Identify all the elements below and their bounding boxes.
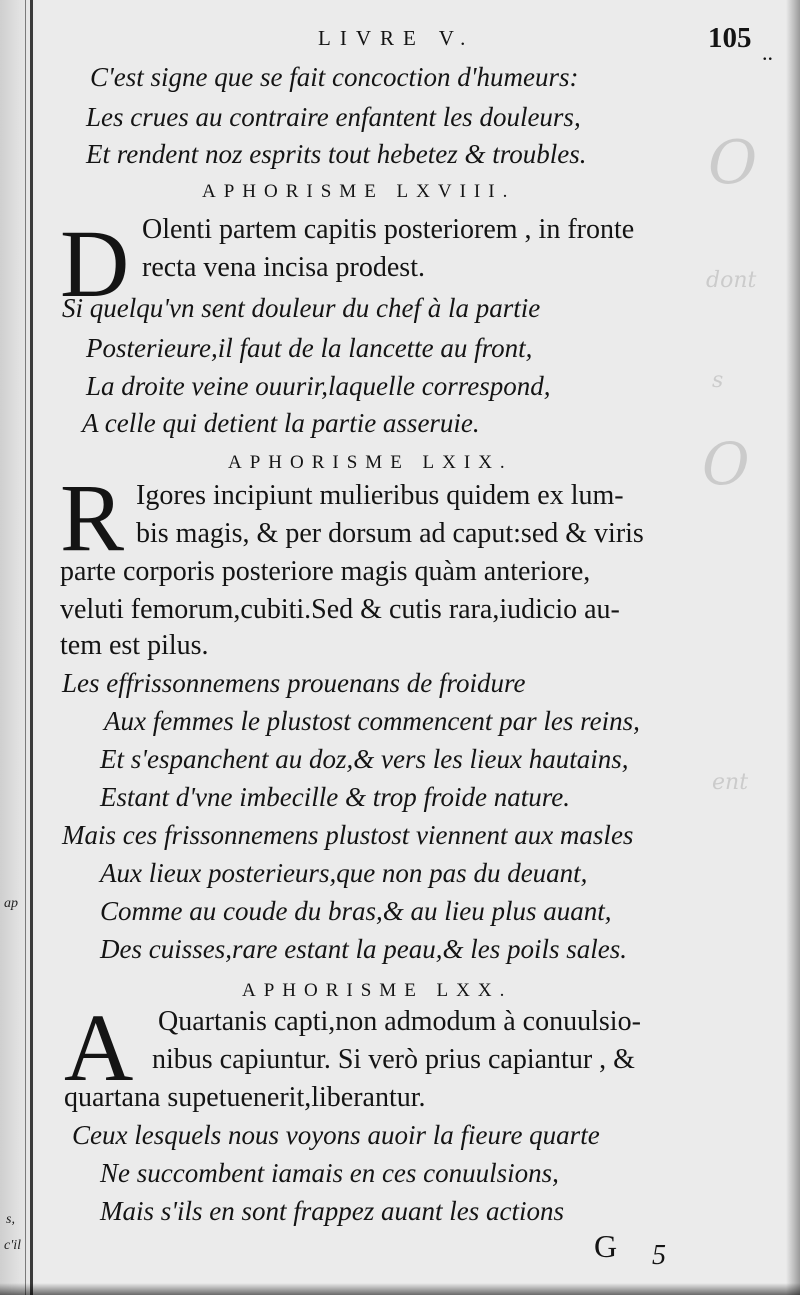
latin-line: Igores incipiunt mulieribus quidem ex lum- <box>136 480 624 511</box>
verse-line: Mais s'ils en sont frappez auant les actions <box>100 1196 565 1226</box>
verse-line: Estant d'vne imbecille & trop froide nature. <box>100 782 570 812</box>
verse-line: Aux femmes le plustost commencent par les reins, <box>104 706 640 736</box>
verse-line: Si quelqu'vn sent douleur du chef à la partie <box>62 293 541 323</box>
show-through-letter: O <box>708 128 758 198</box>
verse-line: C'est signe que se fait concoction d'humeurs: <box>90 62 579 92</box>
verse-line: Comme au coude du bras,& au lieu plus auant, <box>100 896 612 926</box>
signature-mark: G <box>594 1228 618 1264</box>
gutter-mark: ap <box>4 896 18 911</box>
verse-line: La droite veine ouurir,laquelle correspond, <box>86 371 551 401</box>
gutter-fold-line <box>30 0 33 1295</box>
aphorism-heading: APHORISME LXVIII. <box>202 181 516 202</box>
running-title: LIVRE V. <box>318 26 475 50</box>
verse-line: Et rendent noz esprits tout hebetez & troubles. <box>86 139 587 169</box>
latin-line: recta vena incisa prodest. <box>142 252 425 283</box>
verse-line: Ceux lesquels nous voyons auoir la fieure quarte <box>72 1120 600 1150</box>
latin-line: Olenti partem capitis posteriorem , in fronte <box>142 214 635 245</box>
latin-line: parte corporis posteriore magis quàm anteriore, <box>60 556 591 587</box>
verse-line: Mais ces frissonnemens plustost viennent aux masles <box>62 820 634 850</box>
page-edge-shadow <box>786 0 800 1295</box>
show-through-word: ent <box>712 770 749 795</box>
verse-line: Les effrissonnemens prouenans de froidure <box>62 668 526 698</box>
drop-cap: A <box>64 994 134 1101</box>
verse-line: Posterieure,il faut de la lancette au front, <box>86 333 533 363</box>
signature-number: 5 <box>652 1240 666 1271</box>
aphorism-heading: APHORISME LXIX. <box>228 452 513 473</box>
verse-line: Ne succombent iamais en ces conuulsions, <box>100 1158 559 1188</box>
verse-line: Les crues au contraire enfantent les douleurs, <box>86 102 581 132</box>
drop-cap: D <box>60 210 130 317</box>
drop-cap: R <box>60 464 125 571</box>
latin-line: veluti femorum,cubiti.Sed & cutis rara,iudicio au- <box>60 594 620 625</box>
latin-line: nibus capiuntur. Si verò prius capiantur , & <box>152 1044 635 1075</box>
aphorism-heading: APHORISME LXX. <box>242 980 513 1001</box>
latin-line: bis magis, & per dorsum ad caput:sed & viris <box>136 518 644 549</box>
latin-line: tem est pilus. <box>60 630 209 661</box>
latin-line: Quartanis capti,non admodum à conuulsio- <box>158 1006 641 1037</box>
gutter-mark: s, <box>6 1212 15 1227</box>
page-number-trail: .. <box>762 40 773 65</box>
show-through-word: dont <box>706 268 757 293</box>
page-bottom-shadow <box>0 1283 800 1295</box>
page-number: 105 <box>708 22 752 54</box>
verse-line: Des cuisses,rare estant la peau,& les poils sales. <box>100 934 627 964</box>
show-through-word: s <box>712 368 724 393</box>
verse-line: Aux lieux posterieurs,que non pas du deuant, <box>100 858 588 888</box>
gutter-edge-line <box>25 0 26 1295</box>
latin-line: quartana supetuenerit,liberantur. <box>64 1082 426 1113</box>
show-through-letter: O <box>702 430 750 498</box>
verse-line: Et s'espanchent au doz,& vers les lieux hautains, <box>100 744 629 774</box>
verse-line: A celle qui detient la partie asseruie. <box>82 408 480 438</box>
gutter-mark: c'il <box>4 1238 21 1253</box>
